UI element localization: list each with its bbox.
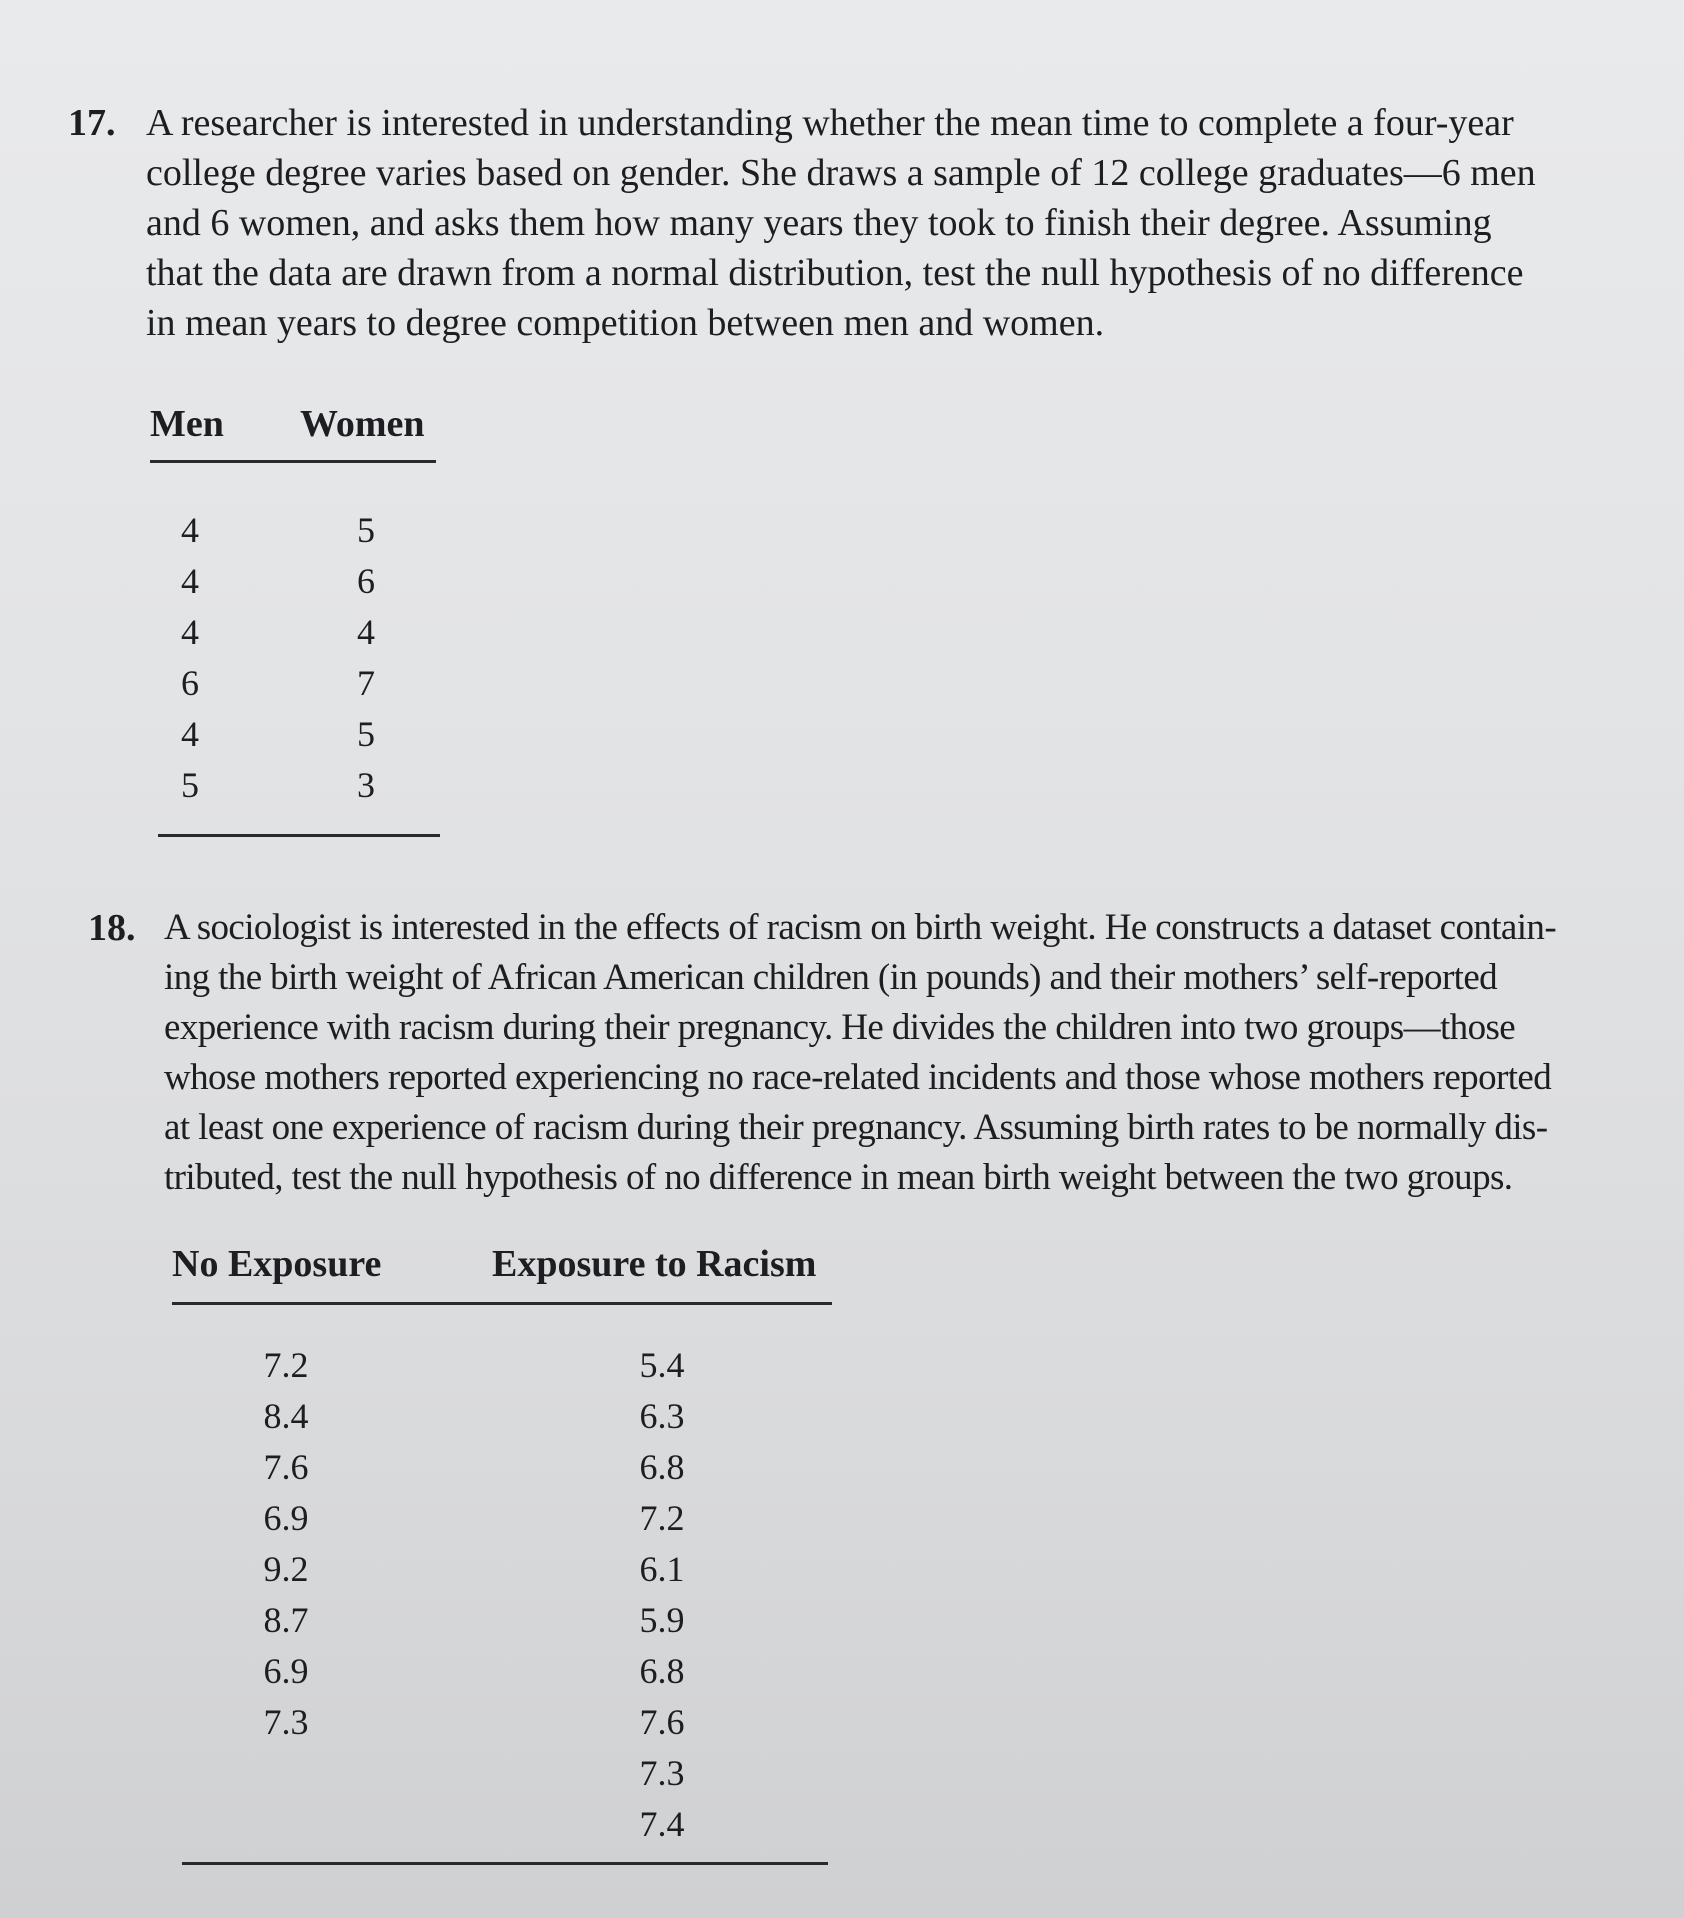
table-cell: 8.4 bbox=[263, 1396, 309, 1436]
table-cell: 4 bbox=[181, 714, 199, 754]
table-cell: 4 bbox=[181, 612, 199, 652]
table-cell: 6.1 bbox=[639, 1549, 685, 1589]
problem-text-line: A researcher is interested in understanding whether the mean time to complete a four-year bbox=[146, 102, 1514, 144]
problem-text-line: in mean years to degree competition between men and women. bbox=[146, 302, 1105, 344]
table-cell: 4 bbox=[181, 510, 199, 550]
problem-text bbox=[146, 98, 1666, 348]
problem-text-line: A sociologist is interested in the effects of racism on birth weight. He constructs a dataset contain- bbox=[164, 907, 1557, 948]
table-cell: 5 bbox=[357, 510, 375, 550]
column-header-no-exposure: No Exposure bbox=[172, 1243, 382, 1285]
table-cell: 4 bbox=[357, 612, 375, 652]
column-header-women: Women bbox=[300, 403, 425, 445]
problem-number: 18. bbox=[88, 907, 136, 949]
table-cell: 6 bbox=[357, 561, 375, 601]
problem-number: 17. bbox=[68, 102, 116, 144]
table-cell: 5 bbox=[181, 765, 199, 805]
table-cell: 3 bbox=[357, 765, 375, 805]
table-cell: 7.2 bbox=[263, 1345, 309, 1385]
table-cell: 6.3 bbox=[639, 1396, 685, 1436]
column-exposure-to-racism bbox=[622, 1340, 702, 1850]
problem-text-line: college degree varies based on gender. She draws a sample of 12 college graduates—6 men bbox=[146, 152, 1536, 194]
table-cell: 7.2 bbox=[639, 1498, 685, 1538]
problem-text-line: tributed, test the null hypothesis of no difference in mean birth weight between the two groups. bbox=[164, 1157, 1513, 1198]
table-cell: 5.4 bbox=[639, 1345, 685, 1385]
table-top-rule bbox=[150, 460, 436, 463]
problem-text-line: and 6 women, and asks them how many years they took to finish their degree. Assuming bbox=[146, 202, 1492, 244]
table-cell: 9.2 bbox=[263, 1549, 309, 1589]
problem-text-line: experience with racism during their pregnancy. He divides the children into two groups—those bbox=[164, 1007, 1516, 1048]
table-cell: 7 bbox=[357, 663, 375, 703]
table-cell: 6.8 bbox=[639, 1651, 685, 1691]
table-cell: 7.6 bbox=[639, 1702, 685, 1742]
column-women bbox=[336, 505, 396, 811]
table-top-rule bbox=[172, 1302, 832, 1305]
table-cell: 8.7 bbox=[263, 1600, 309, 1640]
column-men bbox=[160, 505, 220, 811]
table-bottom-rule bbox=[158, 834, 440, 837]
problem-text bbox=[164, 903, 1664, 1203]
table-cell: 7.3 bbox=[639, 1753, 685, 1793]
table-cell: 7.3 bbox=[263, 1702, 309, 1742]
table-cell: 6.8 bbox=[639, 1447, 685, 1487]
table-cell: 6.9 bbox=[263, 1651, 309, 1691]
problem-text-line: whose mothers reported experiencing no race-related incidents and those whose mothers reported bbox=[164, 1057, 1552, 1098]
table-cell: 4 bbox=[181, 561, 199, 601]
table-cell: 5 bbox=[357, 714, 375, 754]
table-cell: 6.9 bbox=[263, 1498, 309, 1538]
table-cell: 7.4 bbox=[639, 1804, 685, 1844]
table-cell: 5.9 bbox=[639, 1600, 685, 1640]
problem-text-line: that the data are drawn from a normal distribution, test the null hypothesis of no difference bbox=[146, 252, 1524, 294]
column-no-exposure bbox=[246, 1340, 326, 1748]
problem-text-line: at least one experience of racism during their pregnancy. Assuming birth rates to be normally dis- bbox=[164, 1107, 1548, 1148]
table-cell: 6 bbox=[181, 663, 199, 703]
problem-text-line: ing the birth weight of African American children (in pounds) and their mothers’ self-reported bbox=[164, 957, 1498, 998]
table-bottom-rule bbox=[182, 1862, 828, 1865]
column-header-men: Men bbox=[150, 403, 224, 445]
column-header-exposure-to-racism: Exposure to Racism bbox=[492, 1243, 817, 1285]
table-cell: 7.6 bbox=[263, 1447, 309, 1487]
